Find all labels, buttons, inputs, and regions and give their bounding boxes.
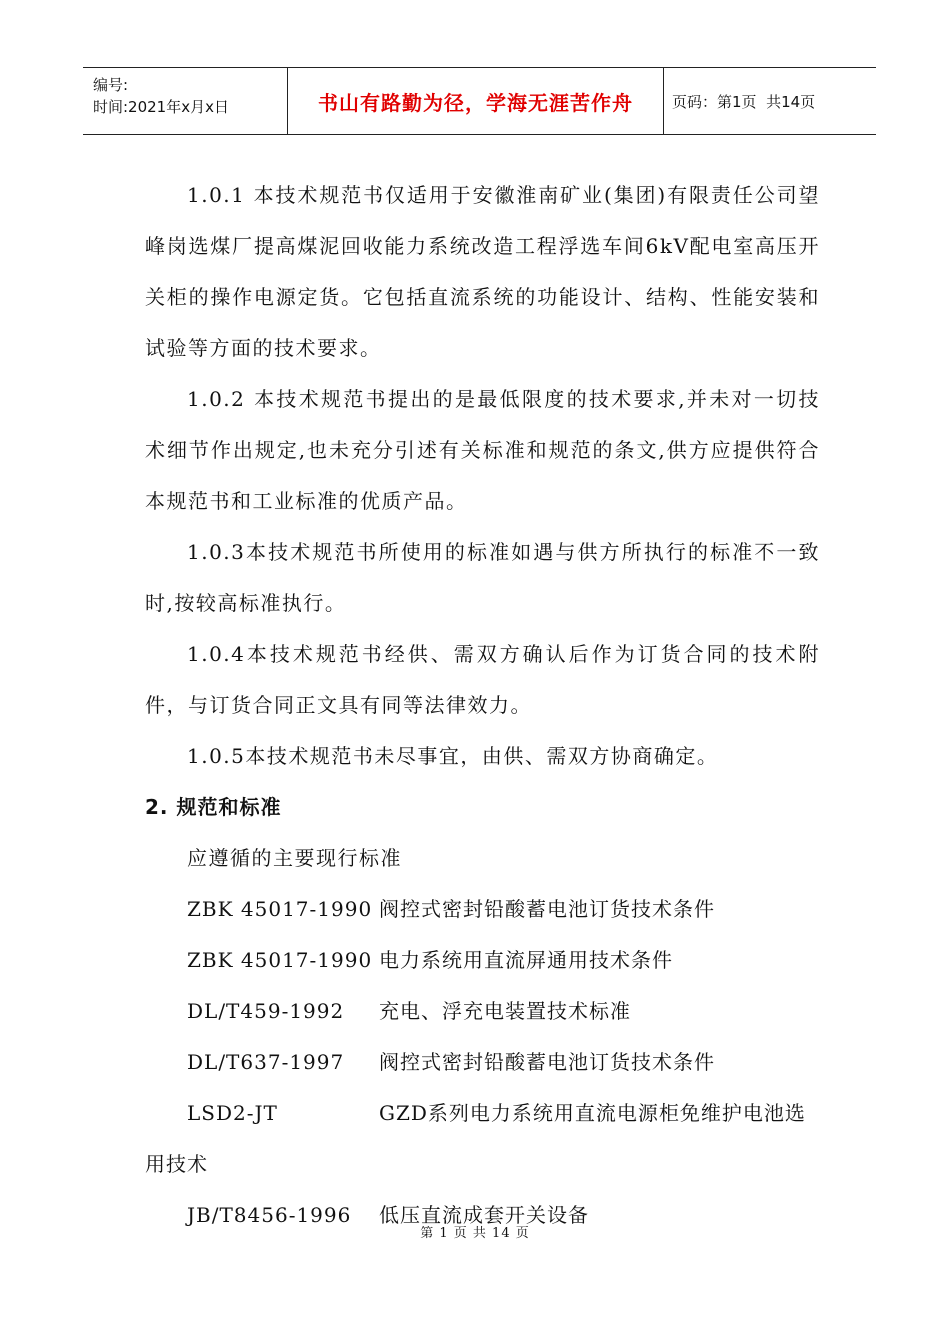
standard-code: JB/T8456-1996 [187,1203,352,1227]
standard-title: GZD系列电力系统用直流电源柜免维护电池选 [379,1101,806,1125]
standard-title: 电力系统用直流屏通用技术条件 [379,948,673,972]
standard-code: LSD2-JT [187,1101,278,1125]
section-intro: 应遵循的主要现行标准 [187,846,402,870]
paragraph-1-0-2: 1.0.2 本技术规范书提出的是最低限度的技术要求,并未对一切技术细节作出规定,也未充分引述有关标准和规范的条文,供方应提供符合本规范书和工业标准的优质产品。 [145,387,820,513]
page-header [83,67,876,135]
header-motto-cell [288,68,664,134]
standard-row [145,986,820,1037]
section-heading: 2. 规范和标准 [145,795,282,819]
standard-row [145,1037,820,1088]
standard-title: 阀控式密封铅酸蓄电池订货技术条件 [379,1050,715,1074]
standard-code: DL/T459-1992 [187,999,345,1023]
document-body [145,170,820,1241]
document-time-label: 时间:2021年x月x日 [93,98,229,116]
header-page-info: 页码：第1页 共14页 [672,92,816,111]
standard-row [145,935,820,986]
standard-row [145,884,820,935]
standard-code: ZBK 45017-1990 [187,897,373,921]
standard-title: 阀控式密封铅酸蓄电池订货技术条件 [379,897,715,921]
standard-title: 充电、浮充电装置技术标准 [379,999,631,1023]
header-motto: 书山有路勤为径，学海无涯苦作舟 [318,90,633,115]
paragraph-1-0-3: 1.0.3本技术规范书所使用的标准如遇与供方所执行的标准不一致时,按较高标准执行。 [145,540,820,615]
paragraph-1-0-1: 1.0.1 本技术规范书仅适用于安徽淮南矿业(集团)有限责任公司望峰岗选煤厂提高煤泥回收能力系统改造工程浮选车间6kV配电室高压开关柜的操作电源定货。它包括直流系统的功能设计、结构、性能安装和试验等方面的技术要求。 [145,183,820,360]
header-page-cell [664,68,876,134]
standard-code: DL/T637-1997 [187,1050,345,1074]
standard-row [145,1088,820,1139]
standard-code: ZBK 45017-1990 [187,948,373,972]
standard-title-continuation: 用技术 [145,1152,208,1176]
header-meta [83,68,288,134]
paragraph-1-0-4: 1.0.4本技术规范书经供、需双方确认后作为订货合同的技术附件，与订货合同正文具有同等法律效力。 [145,642,820,717]
paragraph-1-0-5: 1.0.5本技术规范书未尽事宜，由供、需双方协商确定。 [187,744,719,768]
document-number-label: 编号: [93,76,129,94]
page-footer: 第 1 页 共 14 页 [420,1226,530,1241]
standard-title: 低压直流成套开关设备 [379,1203,589,1227]
